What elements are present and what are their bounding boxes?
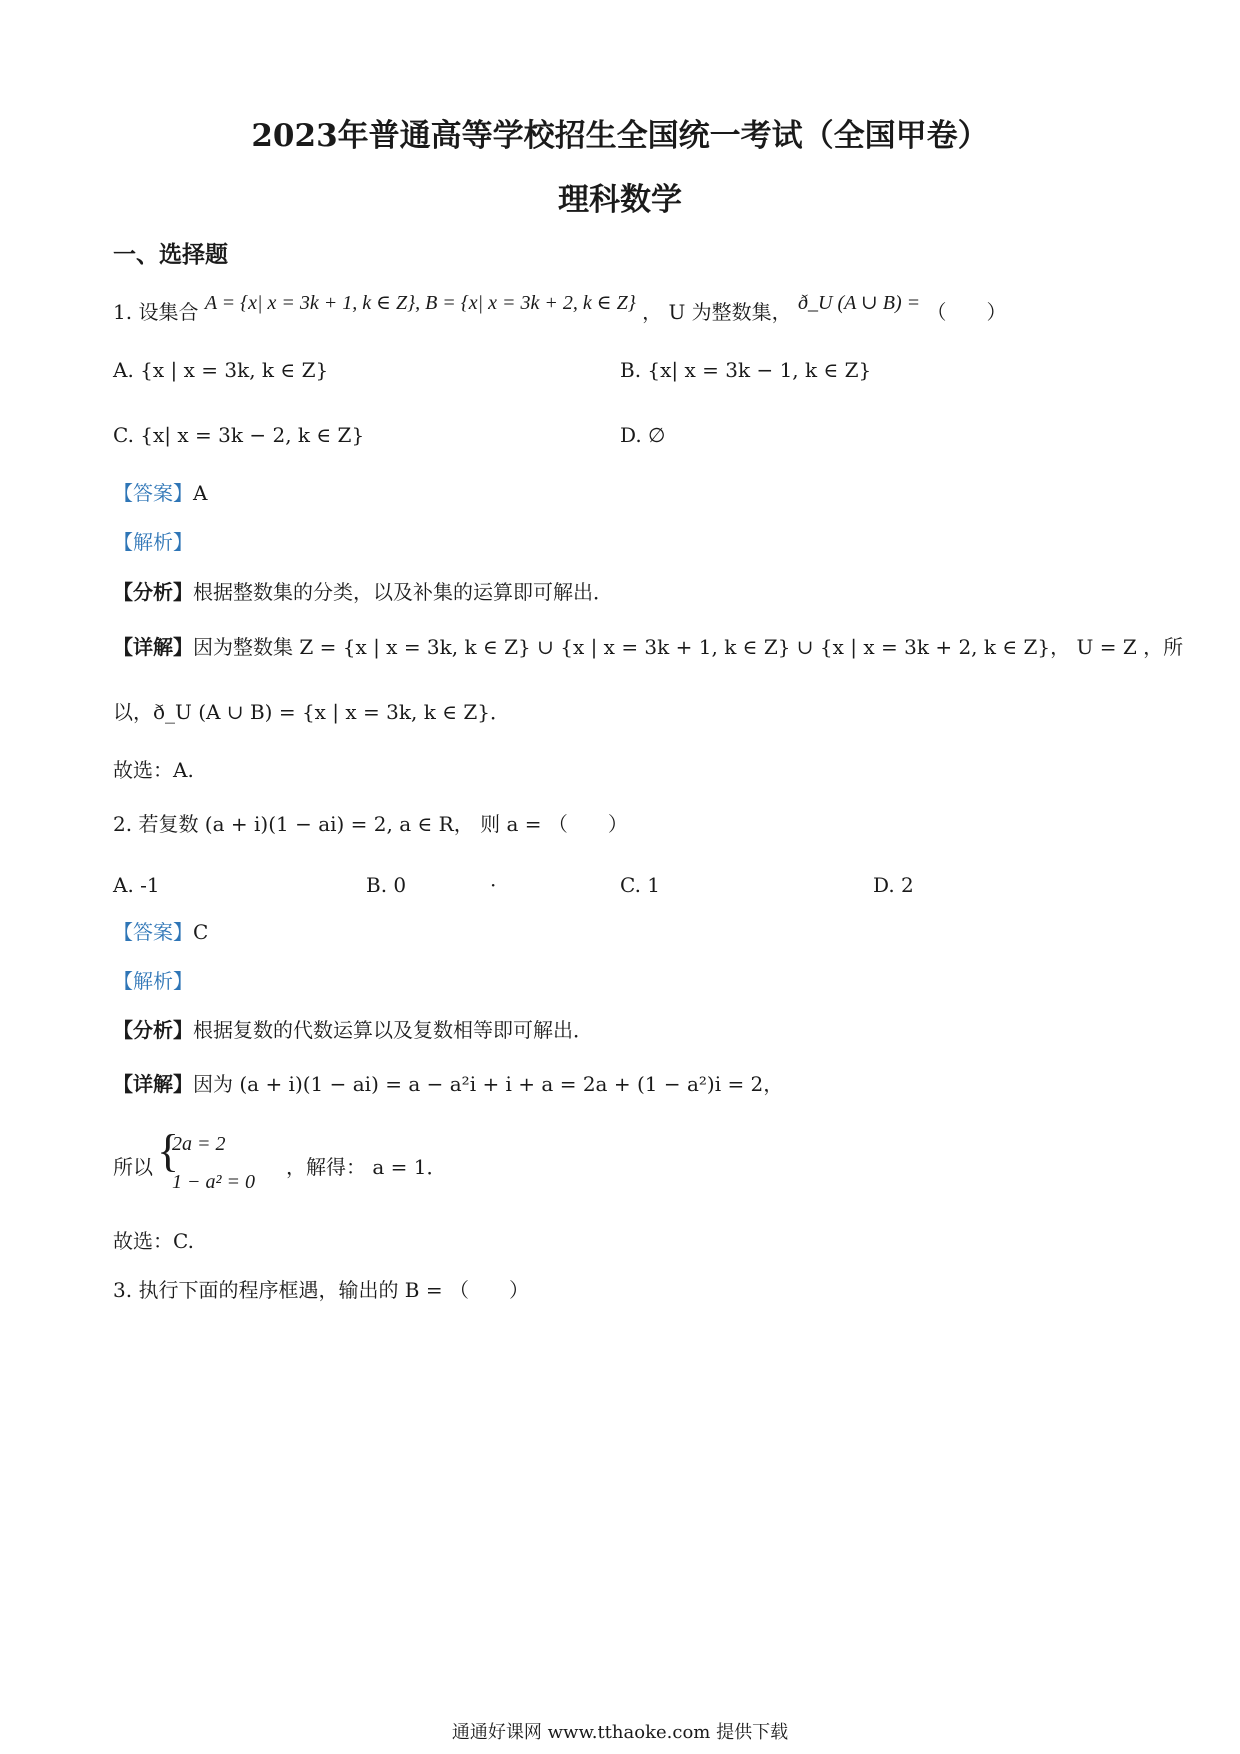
q2-answer-tag: 【答案】 <box>113 920 193 944</box>
q2-stem: 2. 若复数 (a + i)(1 − ai) = 2, a ∈ R， 则 a = （ ） <box>113 812 628 836</box>
q1-jiexi-tag: 【解析】 <box>113 530 193 554</box>
q2-eq1: 2a = 2 <box>172 1133 226 1155</box>
q2-analysis-tag: 【分析】 <box>113 1018 193 1042</box>
system-brace: { <box>157 1125 180 1176</box>
q1-answer-tag: 【答案】 <box>113 481 193 505</box>
q3-stem: 3. 执行下面的程序框遇，输出的 B = （ ） <box>113 1278 529 1302</box>
q1-stem <box>113 292 1007 325</box>
q1-answer <box>113 481 207 505</box>
q2-analysis <box>113 1018 593 1042</box>
page-title: 2023年普通高等学校招生全国统一考试（全国甲卷） <box>251 118 989 154</box>
q2-detail-line1 <box>113 1072 783 1096</box>
q1-analysis-tag: 【分析】 <box>113 580 193 604</box>
q2-option-d: D. 2 <box>873 873 914 897</box>
q2-jiexi-tag: 【解析】 <box>113 969 193 993</box>
q1-sets: A = {x| x = 3k + 1, k ∈ Z}, B = {x| x = 3k + 2, k ∈ Z} <box>204 292 636 314</box>
q2-eq2: 1 − a² = 0 <box>172 1171 255 1193</box>
q1-analysis <box>113 580 613 604</box>
page-subtitle: 理科数学 <box>558 182 682 218</box>
q1-detail-text1: 因为整数集 Z = {x | x = 3k, k ∈ Z} ∪ {x | x = 3k + 1, k ∈ Z} ∪ {x | x = 3k + 2, k ∈ Z}， U = Z ，所 <box>193 635 1184 659</box>
q1-detail-line1 <box>113 635 1183 659</box>
q1-mid: ， U 为整数集， <box>642 300 792 324</box>
q2-so: 所以 <box>113 1155 153 1179</box>
q2-option-c: C. 1 <box>620 873 661 897</box>
q2-answer-value: C <box>193 920 209 944</box>
q1-option-a: A. {x | x = 3k, k ∈ Z} <box>113 358 329 382</box>
q1-option-c: C. {x| x = 3k − 2, k ∈ Z} <box>113 423 365 447</box>
page-footer: 通通好课网 www.tthaoke.com 提供下载 <box>451 1722 789 1743</box>
q1-detail-tag: 【详解】 <box>113 635 193 659</box>
stray-dot: · <box>490 873 497 897</box>
q1-answer-value: A <box>193 481 208 505</box>
q2-detail-tag: 【详解】 <box>113 1072 193 1096</box>
q1-option-b: B. {x| x = 3k − 1, k ∈ Z} <box>620 358 872 382</box>
q2-answer <box>113 920 208 944</box>
q1-paren: （ ） <box>926 300 1007 324</box>
q1-choose: 故选：A. <box>113 758 194 782</box>
q2-choose: 故选：C. <box>113 1229 194 1253</box>
q1-option-d: D. ∅ <box>620 423 666 447</box>
q2-analysis-text: 根据复数的代数运算以及复数相等即可解出． <box>193 1018 593 1042</box>
q1-expr: ð_U (A ∪ B) = <box>798 292 921 314</box>
q2-option-a: A. -1 <box>113 873 160 897</box>
q1-analysis-text: 根据整数集的分类，以及补集的运算即可解出． <box>193 580 613 604</box>
q1-lead: 1. 设集合 <box>113 300 199 324</box>
q2-solve: ，解得： a = 1． <box>286 1155 447 1179</box>
q1-detail-line2: 以，ð_U (A ∪ B) = {x | x = 3k, k ∈ Z}． <box>113 700 510 724</box>
section-heading: 一、选择题 <box>113 241 228 268</box>
q2-option-b: B. 0 <box>366 873 407 897</box>
q2-detail-text1: 因为 (a + i)(1 − ai) = a − a²i + i + a = 2a + (1 − a²)i = 2， <box>193 1072 784 1096</box>
